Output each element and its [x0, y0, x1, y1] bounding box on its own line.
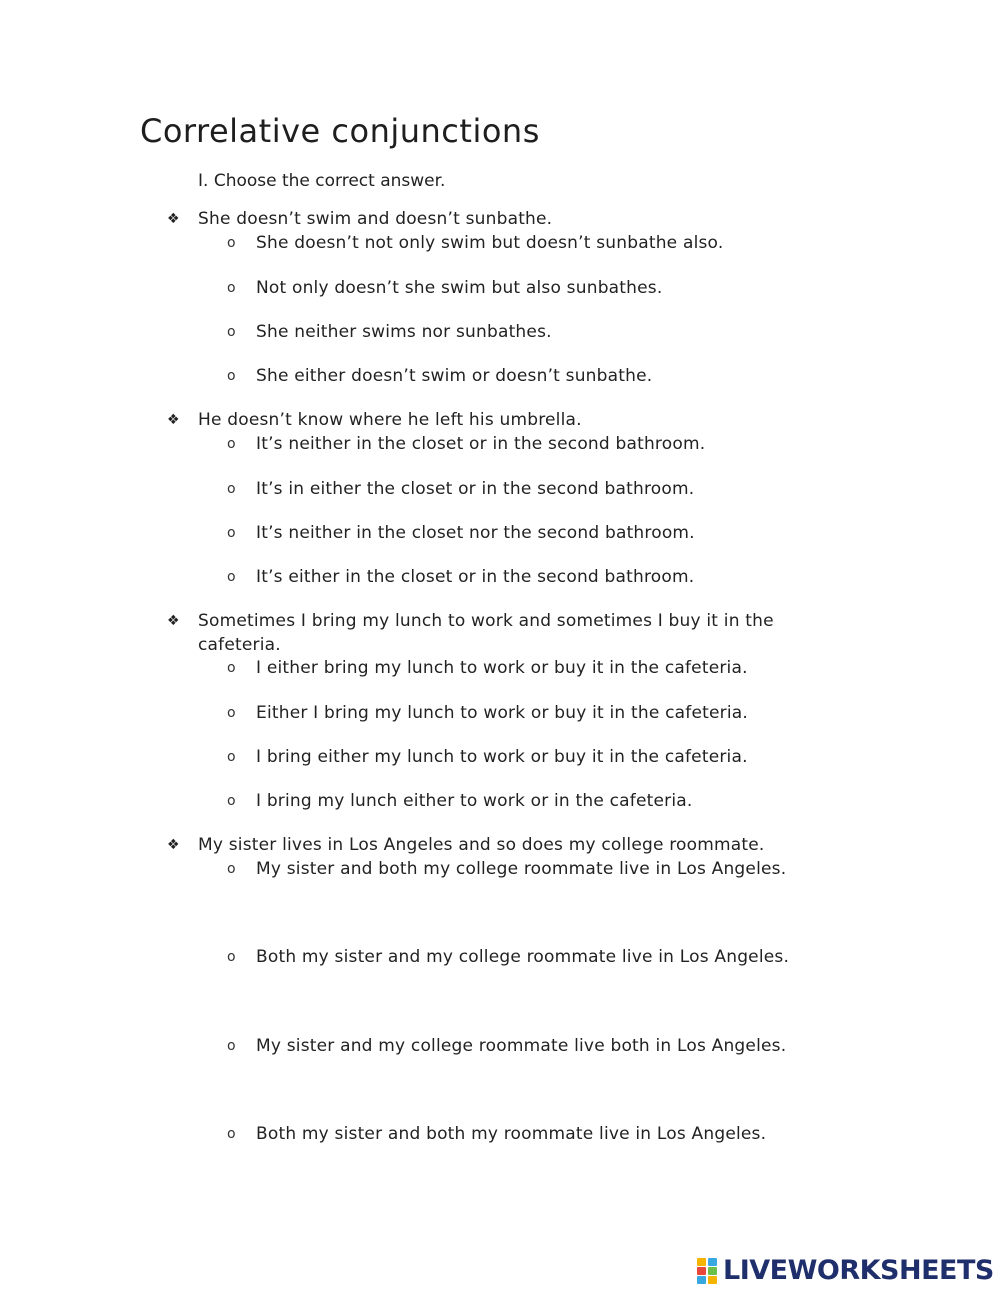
option-text: I bring my lunch either to work or in the cafeteria. [256, 791, 693, 811]
option-text: Not only doesn’t she swim but also sunbathes. [256, 278, 663, 298]
option-text: I either bring my lunch to work or buy it in the cafeteria. [256, 658, 748, 678]
liveworksheets-logo[interactable] [697, 1255, 994, 1285]
option-text: It’s either in the closet or in the second bathroom. [256, 567, 695, 587]
option-bullet: o [227, 235, 236, 251]
option-bullet: o [227, 280, 236, 296]
brand-name: LIVEWORKSHEETS [723, 1254, 994, 1286]
option-bullet: o [227, 660, 236, 676]
option-text: She either doesn’t swim or doesn’t sunbathe. [256, 366, 653, 386]
option-text: Either I bring my lunch to work or buy it in the cafeteria. [256, 703, 748, 723]
option-text: Both my sister and both my roommate live in Los Angeles. [256, 1124, 767, 1144]
option-bullet: o [227, 1038, 236, 1054]
option-text: My sister and both my college roommate live in Los Angeles. [256, 859, 787, 879]
question-prompt: He doesn’t know where he left his umbrella. [198, 410, 582, 430]
question-prompt: She doesn’t swim and doesn’t sunbathe. [198, 209, 553, 229]
diamond-bullet-icon: ❖ [167, 412, 180, 428]
option-bullet: o [227, 1126, 236, 1142]
option-bullet: o [227, 525, 236, 541]
question-prompt: Sometimes I bring my lunch to work and sometimes I buy it in the cafeteria. [198, 611, 774, 655]
question-prompt: My sister lives in Los Angeles and so does my college roommate. [198, 835, 765, 855]
option-text: My sister and my college roommate live both in Los Angeles. [256, 1036, 787, 1056]
option-bullet: o [227, 705, 236, 721]
option-bullet: o [227, 368, 236, 384]
option-text: She neither swims nor sunbathes. [256, 322, 552, 342]
instruction: I. Choose the correct answer. [198, 171, 446, 191]
page-title: Correlative conjunctions [140, 112, 540, 150]
diamond-bullet-icon: ❖ [167, 837, 180, 853]
option-text: It’s in either the closet or in the second bathroom. [256, 479, 695, 499]
option-text: I bring either my lunch to work or buy it in the cafeteria. [256, 747, 748, 767]
option-bullet: o [227, 949, 236, 965]
option-bullet: o [227, 481, 236, 497]
option-bullet: o [227, 569, 236, 585]
option-bullet: o [227, 861, 236, 877]
option-bullet: o [227, 749, 236, 765]
diamond-bullet-icon: ❖ [167, 613, 180, 629]
liveworksheets-logo-icon [697, 1257, 719, 1283]
option-text: Both my sister and my college roommate live in Los Angeles. [256, 947, 790, 967]
option-bullet: o [227, 793, 236, 809]
option-bullet: o [227, 324, 236, 340]
option-text: It’s neither in the closet nor the second bathroom. [256, 523, 695, 543]
option-bullet: o [227, 436, 236, 452]
option-text: She doesn’t not only swim but doesn’t sunbathe also. [256, 233, 724, 253]
diamond-bullet-icon: ❖ [167, 211, 180, 227]
option-text: It’s neither in the closet or in the second bathroom. [256, 434, 706, 454]
